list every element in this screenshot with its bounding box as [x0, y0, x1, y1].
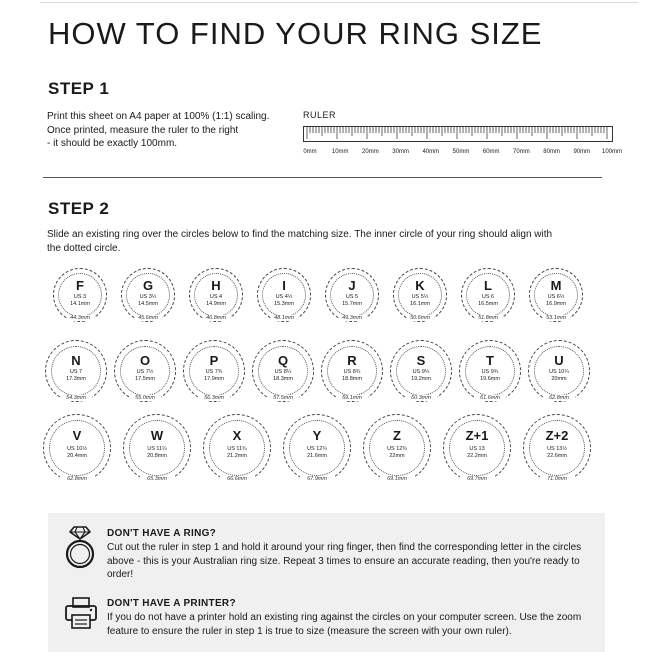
step-2-instructions: Slide an existing ring over the circles below to find the matching size. The inner circle of your ring should align with the dotted circle. — [47, 229, 553, 254]
ring-diameter: 17.5mm — [135, 376, 155, 382]
ring-circumference: 66.6mm — [220, 476, 254, 482]
ring-size-letter: W — [150, 428, 164, 443]
ring-circumference: 46.8mm — [203, 315, 230, 321]
ring-us-size: US 13 — [469, 446, 485, 452]
ring-size-letter: H — [211, 278, 221, 293]
ring-size-circle — [189, 268, 243, 322]
ring-diameter: 16.5mm — [478, 301, 498, 307]
ring-us-size: US 10¼ — [549, 369, 569, 375]
ring-circumference: 71.0mm — [540, 476, 574, 482]
ring-size-letter: N — [71, 353, 81, 368]
ring-us-size: US 11¾ — [227, 446, 247, 452]
ring-size-letter: X — [232, 428, 242, 443]
ring-circumference: 48.1mm — [271, 315, 298, 321]
step-1-line: Once printed, measure the ruler to the right — [47, 124, 239, 136]
ring-diameter: 22mm — [389, 453, 405, 459]
ring-circumference: 67.9mm — [300, 476, 334, 482]
ring-circumference: 59.1mm — [337, 395, 368, 401]
ring-size-letter: Z+2 — [545, 428, 569, 443]
ring-size-letter: Z — [393, 428, 401, 443]
ring-us-size: US 3 — [73, 294, 87, 300]
ruler-number: 70mm — [513, 149, 530, 155]
step-1-line: - it should be exactly 100mm. — [47, 138, 178, 149]
ring-size-circle — [45, 340, 107, 402]
ring-us-size: US 8¾ — [343, 369, 361, 375]
ring-circumference: 61.6mm — [475, 395, 506, 401]
ring-us-size: US 8¼ — [274, 369, 292, 375]
no-ring-title: DON'T HAVE A RING? — [107, 528, 217, 539]
ruler-number: 0mm — [303, 149, 317, 155]
ring-circumference: 49.3mm — [339, 315, 366, 321]
ring-circumference: 65.3mm — [140, 476, 174, 482]
ring-circumference: 60.3mm — [406, 395, 437, 401]
ruler-number: 90mm — [573, 149, 591, 155]
ring-diameter: 20.4mm — [67, 453, 87, 459]
ring-us-size: US 9¾ — [481, 369, 499, 375]
printer-icon — [64, 596, 98, 630]
ring-size-circle — [363, 414, 431, 482]
ring-size-circle — [283, 414, 351, 482]
ring-size-letter: I — [282, 278, 286, 293]
ring-size-letter: Z+1 — [465, 428, 489, 443]
ring-diameter: 18.8mm — [342, 376, 362, 382]
ruler — [303, 126, 613, 142]
ring-size-circle — [325, 268, 379, 322]
ring-size-circle — [252, 340, 314, 402]
ruler-number: 40mm — [422, 149, 440, 155]
no-ring-text: Cut out the ruler in step 1 and hold it around your ring finger, then find the corresponding letter in the circles above - this is your Australian ring size. Repeat 3 times to ensure an accurate reading, then you're ready to order! — [107, 542, 582, 580]
ring-size-letter: K — [415, 278, 425, 293]
ring-circumference: 44.3mm — [67, 315, 94, 321]
ring-size-circle — [183, 340, 245, 402]
ring-diameter: 19.6mm — [480, 376, 500, 382]
ring-diameter: 14.9mm — [206, 301, 226, 307]
ring-size-letter: Q — [277, 353, 289, 368]
ring-circumference: 56.3mm — [199, 395, 230, 401]
ring-size-letter: R — [347, 353, 357, 368]
ring-us-size: US 3½ — [139, 294, 157, 300]
ring-size-letter: T — [486, 353, 494, 368]
ring-diameter: 14.1mm — [70, 301, 90, 307]
ring-us-size: US 4 — [209, 294, 223, 300]
ring-size-circle — [123, 414, 191, 482]
ring-size-letter: U — [554, 353, 564, 368]
ring-size-circle — [43, 414, 111, 482]
top-rule — [40, 2, 638, 3]
step-1-line: Print this sheet on A4 paper at 100% (1:1) scaling. — [47, 111, 270, 122]
ring-size-circle — [121, 268, 175, 322]
ring-diameter: 18.3mm — [273, 376, 293, 382]
ring-diameter: 19.2mm — [411, 376, 431, 382]
ring-diameter: 15.7mm — [342, 301, 362, 307]
ring-size-circle — [393, 268, 447, 322]
ring-size-letter: V — [72, 428, 82, 443]
ring-circumference: 69.7mm — [460, 476, 494, 482]
ring-size-circle — [203, 414, 271, 482]
no-printer-text: If you do not have a printer hold an existing ring against the circles on your computer screen. Use the zoom feature to ensure the ruler in step 1 is true to size (measure the screen with your own ruler). — [107, 612, 582, 637]
ring-size-circle — [523, 414, 591, 482]
page-title: HOW TO FIND YOUR RING SIZE — [48, 16, 543, 51]
ruler-number: 60mm — [482, 149, 500, 155]
ring-circumference: 53.1mm — [543, 315, 570, 321]
ring-circumference: 62.8mm — [60, 476, 94, 482]
ring-circumference: 57.5mm — [268, 395, 299, 401]
ring-size-letter: P — [209, 353, 219, 368]
ring-size-circle — [321, 340, 383, 402]
ring-circumference: 62.8mm — [544, 395, 575, 401]
ring-circumference: 50.6mm — [407, 315, 434, 321]
ruler-number: 10mm — [331, 149, 349, 155]
ring-us-size: US 12¾ — [387, 446, 407, 452]
ring-size-circle — [461, 268, 515, 322]
ruler-ticks — [304, 127, 613, 142]
ring-size-letter: S — [416, 353, 426, 368]
ring-diameter: 16.9mm — [546, 301, 566, 307]
step-1-heading: STEP 1 — [48, 79, 110, 98]
step-1-instructions — [47, 110, 297, 151]
ring-diameter: 21.2mm — [227, 453, 247, 459]
ring-circumference: 45.6mm — [135, 315, 162, 321]
ring-size-circle — [529, 268, 583, 322]
ring-diameter: 17.3mm — [66, 376, 86, 382]
ring-us-size: US 5 — [345, 294, 359, 300]
ring-diameter: 22.6mm — [547, 453, 567, 459]
ring-us-size: US 5½ — [411, 294, 429, 300]
ring-us-size: US 6½ — [547, 294, 565, 300]
ruler-number: 80mm — [543, 149, 560, 155]
ring-size-circle — [53, 268, 107, 322]
ring-us-size: US 7 — [69, 369, 83, 375]
ring-circumference: 69.1mm — [380, 476, 414, 482]
ring-us-size: US 6 — [481, 294, 495, 300]
ring-us-size: US 7½ — [136, 369, 154, 375]
ruler-label: RULER — [303, 110, 337, 120]
ring-diameter: 21.6mm — [307, 453, 327, 459]
ring-us-size: US 11¼ — [147, 446, 167, 452]
ring-diameter: 15.3mm — [274, 301, 294, 307]
ring-us-size: US 12¼ — [307, 446, 327, 452]
ring-size-circle — [459, 340, 521, 402]
ring-us-size: US 13½ — [547, 446, 567, 452]
no-printer-title: DON'T HAVE A PRINTER? — [107, 598, 236, 609]
ring-circumference: 54.3mm — [61, 395, 92, 401]
ring-size-circle — [390, 340, 452, 402]
ring-circumference: 51.8mm — [475, 315, 502, 321]
ring-size-letter: F — [76, 278, 84, 293]
ring-us-size: US 10½ — [67, 446, 87, 452]
ring-size-circle — [443, 414, 511, 482]
ring-size-circle — [114, 340, 176, 402]
ring-diameter: 20mm — [551, 376, 567, 382]
ring-size-letter: L — [484, 278, 492, 293]
ruler-number: 20mm — [362, 149, 379, 155]
ring-diameter: 14.5mm — [138, 301, 158, 307]
ring-us-size: US 9¼ — [412, 369, 430, 375]
section-divider — [43, 177, 602, 178]
ring-size-letter: J — [348, 278, 356, 293]
ruler-number: 50mm — [452, 149, 470, 155]
ring-size-circle — [257, 268, 311, 322]
ring-diameter: 22.2mm — [467, 453, 487, 459]
ring-size-letter: G — [142, 278, 154, 293]
ruler-numbers — [303, 149, 633, 159]
ring-size-circle — [528, 340, 590, 402]
ring-diameter: 20.8mm — [147, 453, 167, 459]
ring-us-size: US 7¾ — [205, 369, 223, 375]
ring-size-letter: O — [139, 353, 151, 368]
ring-size-letter: M — [550, 278, 562, 293]
ring-diameter: 16.1mm — [410, 301, 430, 307]
ring-size-letter: Y — [312, 428, 322, 443]
ruler-number: 100mm — [601, 149, 623, 155]
step-2-heading: STEP 2 — [48, 199, 110, 218]
ring-diameter: 17.9mm — [204, 376, 224, 382]
ring-icon — [62, 525, 98, 569]
ruler-number: 30mm — [392, 149, 409, 155]
ring-circumference: 55.0mm — [130, 395, 161, 401]
ring-us-size: US 4½ — [275, 294, 293, 300]
